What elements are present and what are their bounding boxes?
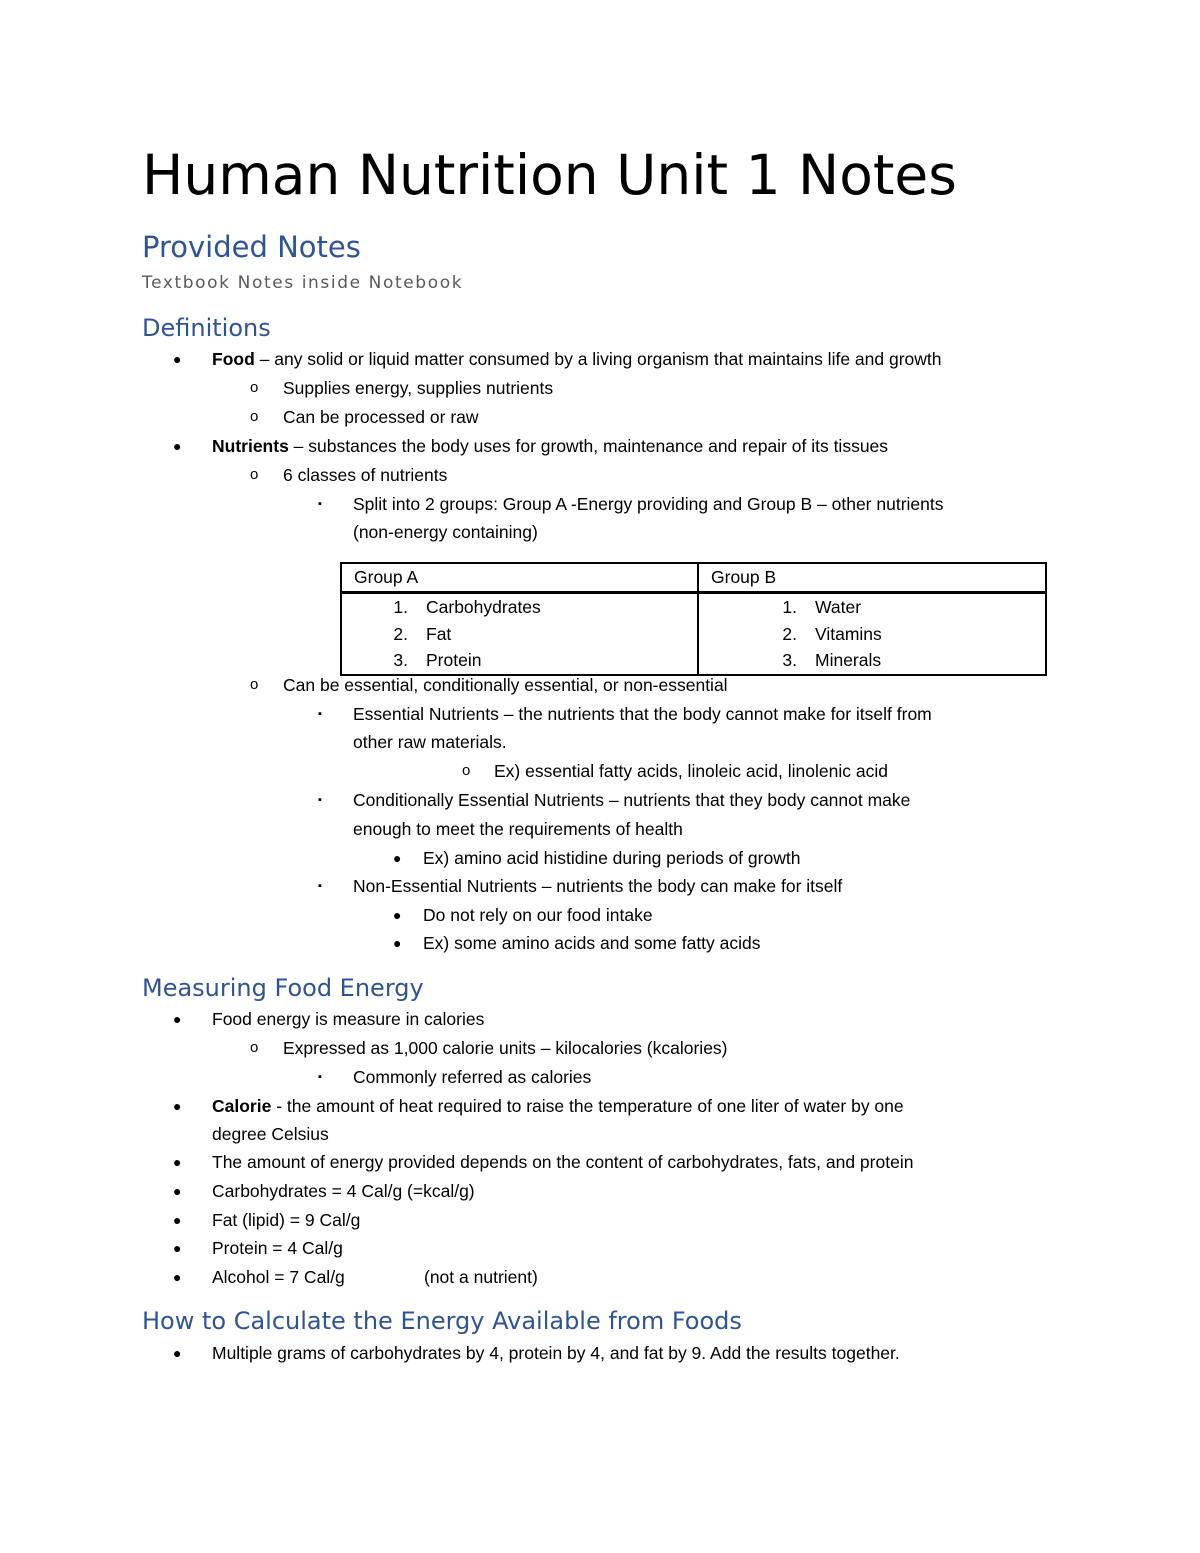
essential-line1: Essential Nutrients – the nutrients that the body cannot make for itself from <box>353 704 932 724</box>
bullet-circle: o <box>250 676 259 693</box>
provided-notes-subtitle: Textbook Notes inside Notebook <box>142 273 464 293</box>
list-number: 2. <box>393 623 408 644</box>
measuring-item: The amount of energy provided depends on the content of carbohydrates, fats, and protein <box>212 1152 914 1172</box>
list-label: Minerals <box>815 650 882 670</box>
alcohol-note: (not a nutrient) <box>424 1267 538 1287</box>
measuring-item: Carbohydrates = 4 Cal/g (=kcal/g) <box>212 1181 475 1201</box>
bullet-dot: ● <box>173 1154 182 1170</box>
essential-intro: Can be essential, conditionally essential, or non-essential <box>283 675 728 695</box>
food-sub-item: Can be processed or raw <box>283 407 479 427</box>
calorie-def-line2: degree Celsius <box>212 1124 329 1144</box>
list-label: Protein <box>426 650 482 670</box>
calorie-term: Calorie <box>212 1096 272 1116</box>
nutrients-term: Nutrients <box>212 436 289 456</box>
bullet-square: ▪ <box>318 794 322 806</box>
measuring-item: Fat (lipid) = 9 Cal/g <box>212 1210 361 1230</box>
bullet-square: ▪ <box>318 880 322 892</box>
measuring-item: Protein = 4 Cal/g <box>212 1238 343 1258</box>
conditional-line2: enough to meet the requirements of health <box>353 819 683 839</box>
classes-item: 6 classes of nutrients <box>283 465 448 485</box>
bullet-circle: o <box>250 466 259 483</box>
bullet-dot: ● <box>393 907 402 923</box>
table-row <box>341 593 1046 675</box>
list-label: Vitamins <box>815 623 882 644</box>
bullet-dot: ● <box>173 1345 182 1361</box>
list-label: Carbohydrates <box>426 597 541 617</box>
group-b-header: Group B <box>711 567 777 587</box>
bullet-dot: ● <box>173 1183 182 1199</box>
nutrients-definition <box>212 434 888 458</box>
split-groups-line2: (non-energy containing) <box>353 522 538 542</box>
table-list-item <box>699 594 1045 621</box>
measuring-sub: Expressed as 1,000 calorie units – kilocalories (kcalories) <box>283 1038 728 1058</box>
measuring-item: Food energy is measure in calories <box>212 1009 485 1029</box>
table-list-item <box>342 621 697 648</box>
page-title: Human Nutrition Unit 1 Notes <box>142 143 957 207</box>
bullet-dot: ● <box>173 1212 182 1228</box>
bullet-dot: ● <box>173 1011 182 1027</box>
list-number: 2. <box>782 623 797 644</box>
calorie-def-text: - the amount of heat required to raise the temperature of one liter of water by one <box>271 1096 904 1116</box>
bullet-dot: ● <box>393 850 402 866</box>
bullet-circle: o <box>250 379 259 396</box>
measuring-item: Alcohol = 7 Cal/g <box>212 1267 345 1287</box>
provided-notes-heading: Provided Notes <box>142 230 361 264</box>
calculate-item: Multiple grams of carbohydrates by 4, protein by 4, and fat by 9. Add the results together. <box>212 1343 900 1363</box>
conditional-line1: Conditionally Essential Nutrients – nutrients that they body cannot make <box>353 790 911 810</box>
table-header-cell <box>341 563 698 593</box>
bullet-dot: ● <box>173 1098 182 1114</box>
bullet-circle: o <box>462 762 471 779</box>
bullet-square: ▪ <box>318 498 322 510</box>
food-term: Food <box>212 349 255 369</box>
table-list-item <box>699 647 1045 674</box>
bullet-circle: o <box>250 408 259 425</box>
bullet-dot: ● <box>393 935 402 951</box>
group-a-header: Group A <box>354 567 419 587</box>
nutrient-groups-table <box>340 562 1047 676</box>
definitions-heading: Definitions <box>142 314 271 342</box>
table-list-item <box>342 647 697 674</box>
bullet-dot: ● <box>173 1269 182 1285</box>
nutrients-def-text: – substances the body uses for growth, maintenance and repair of its tissues <box>288 436 889 456</box>
calorie-definition <box>212 1094 904 1118</box>
measuring-subsub: Commonly referred as calories <box>353 1067 592 1087</box>
list-number: 3. <box>393 650 408 670</box>
table-list-item <box>699 621 1045 648</box>
table-header-row <box>341 563 1046 593</box>
bullet-circle: o <box>250 1039 259 1056</box>
list-label: Water <box>815 597 862 617</box>
conditional-example: Ex) amino acid histidine during periods of growth <box>423 848 801 868</box>
food-sub-item: Supplies energy, supplies nutrients <box>283 378 554 398</box>
food-definition <box>212 347 942 371</box>
bullet-dot: ● <box>173 1240 182 1256</box>
nonessential-line: Non-Essential Nutrients – nutrients the body can make for itself <box>353 876 843 896</box>
food-def-text: – any solid or liquid matter consumed by a living organism that maintains life and growth <box>254 349 942 369</box>
group-a-list <box>341 593 698 675</box>
split-groups-line1: Split into 2 groups: Group A -Energy providing and Group B – other nutrients <box>353 494 944 514</box>
nonessential-sub: Ex) some amino acids and some fatty acids <box>423 933 761 953</box>
bullet-dot: ● <box>173 351 182 367</box>
measuring-heading: Measuring Food Energy <box>142 974 424 1002</box>
calculate-heading: How to Calculate the Energy Available from Foods <box>142 1307 742 1335</box>
group-b-list <box>698 593 1046 675</box>
table-header-cell <box>698 563 1046 593</box>
essential-line2: other raw materials. <box>353 732 507 752</box>
list-number: 1. <box>782 597 797 617</box>
table-list-item <box>342 594 697 621</box>
nonessential-sub: Do not rely on our food intake <box>423 905 653 925</box>
bullet-square: ▪ <box>318 708 322 720</box>
bullet-dot: ● <box>173 438 182 454</box>
essential-example: Ex) essential fatty acids, linoleic acid, linolenic acid <box>494 761 888 781</box>
list-label: Fat <box>426 623 452 644</box>
list-number: 1. <box>393 597 408 617</box>
bullet-square: ▪ <box>318 1071 322 1083</box>
list-number: 3. <box>782 650 797 670</box>
